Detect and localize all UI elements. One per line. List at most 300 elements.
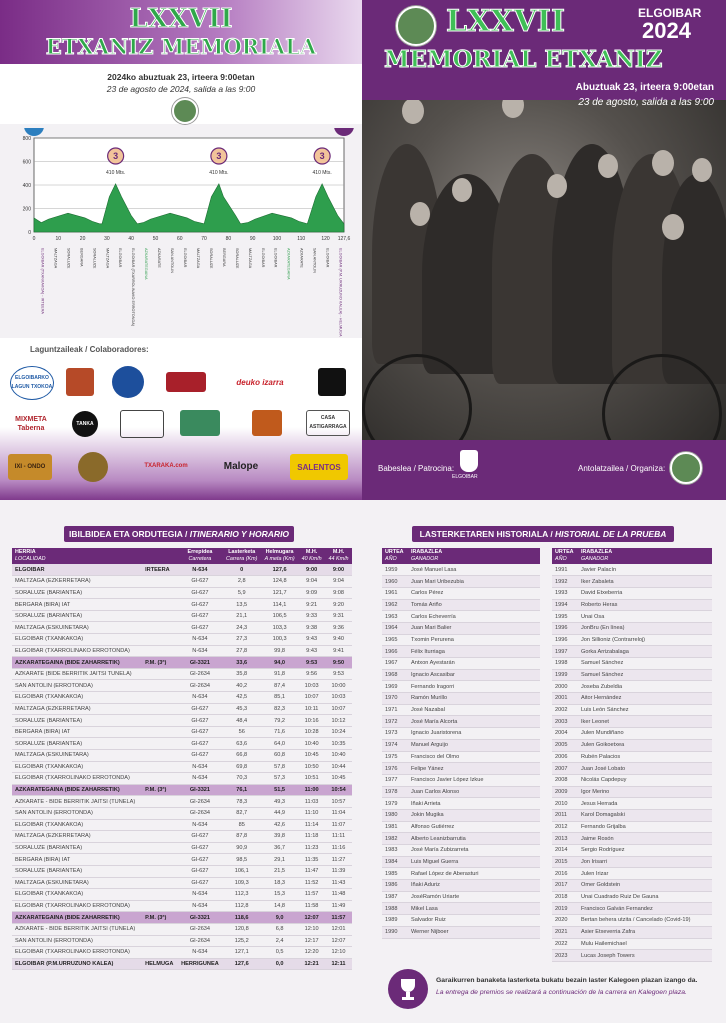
itinerary-cell: 57,8 <box>261 761 298 773</box>
history-year: 2017 <box>552 880 578 892</box>
history-winner: Tomás Ariño <box>408 599 540 611</box>
history-year: 2014 <box>552 845 578 857</box>
itinerary-cell <box>142 634 177 646</box>
climb-category-number: 3 <box>319 151 325 161</box>
itinerary-cell: 87,8 <box>222 831 261 843</box>
finish-flag-icon <box>334 128 354 136</box>
history-year: 1991 <box>552 564 578 576</box>
history-year: 2002 <box>552 704 578 716</box>
itinerary-cell: 42,5 <box>222 692 261 704</box>
itinerary-cell: SORALUZE (BARIANTEA) <box>12 865 142 877</box>
history-year: 1964 <box>382 622 408 634</box>
itinerary-cell: ELGOIBAR (P.M.URRUZUNO KALEA) <box>12 958 142 970</box>
history-winner: Manuel Arguijo <box>408 739 540 751</box>
itinerary-cell: 21,1 <box>222 610 261 622</box>
itinerary-cell: SAN ANTOLIN (ERROTONDA) <box>12 680 142 692</box>
history-row <box>382 634 540 646</box>
station-label: AZKARATE <box>157 248 162 268</box>
left-header <box>0 0 362 124</box>
itinerary-row <box>12 726 352 738</box>
itinerary-cell: GI-3321 <box>177 912 222 924</box>
itinerary-cell: 118,6 <box>222 912 261 924</box>
history-year: 1996 <box>552 622 578 634</box>
history-winner: Unai Osa <box>578 611 712 623</box>
history-row <box>382 856 540 868</box>
itinerary-cell: 10:12 <box>325 715 352 727</box>
itinerary-cell: GI-627 <box>177 831 222 843</box>
right-date-eu: Abuztuak 23, irteera 9:00etan <box>575 82 714 93</box>
itinerary-cell: AZKARATEGAINA (BIDE ZAHARRETIK) <box>12 912 142 924</box>
y-tick-label: 0 <box>28 230 31 236</box>
history-row <box>382 669 540 681</box>
itinerary-cell: 10:35 <box>325 738 352 750</box>
x-tick-label: 50 <box>152 236 159 242</box>
history-row <box>552 658 712 670</box>
itinerary-row <box>12 865 352 877</box>
history-winner: Fernando Iragorri <box>408 681 540 693</box>
itinerary-cell: 11:58 <box>298 900 325 912</box>
history-winner: Rubén Palacios <box>578 751 712 763</box>
itinerary-cell: 85 <box>222 819 261 831</box>
history-year: 2001 <box>552 693 578 705</box>
station-label: SORALUZE <box>66 248 71 269</box>
history-year: 1971 <box>382 704 408 716</box>
history-row <box>382 751 540 763</box>
itinerary-cell: 91,8 <box>261 668 298 680</box>
history-winner: Samuel Sánchez <box>578 669 712 681</box>
itinerary-row <box>12 622 352 634</box>
left-date-es: 23 de agosto de 2024, salida a las 9:00 <box>106 84 256 94</box>
itinerary-cell: 9:08 <box>325 587 352 599</box>
x-tick-label: 110 <box>297 236 306 242</box>
itinerary-cell <box>142 935 177 947</box>
itinerary-cell <box>142 599 177 611</box>
itinerary-row <box>12 703 352 715</box>
history-row <box>382 658 540 670</box>
y-tick-label: 600 <box>22 159 31 166</box>
itinerary-cell: 11:47 <box>298 865 325 877</box>
history-year: 2012 <box>552 821 578 833</box>
history-year: 2018 <box>552 891 578 903</box>
history-row <box>552 786 712 798</box>
itinerary-row <box>12 877 352 889</box>
itinerary-cell: 106,5 <box>261 610 298 622</box>
itinerary-cell: 98,5 <box>222 854 261 866</box>
history-winner: Roberto Heras <box>578 599 712 611</box>
itinerary-row <box>12 935 352 947</box>
itinerary-cell: ELGOIBAR (TXANKAKOA) <box>12 889 142 901</box>
sponsor-logo-15: TXARAKA.com <box>144 462 188 469</box>
itinerary-col-header: M.H. 40 Km/h <box>298 548 325 564</box>
itinerary-row <box>12 761 352 773</box>
itinerary-cell: 11:18 <box>298 831 325 843</box>
station-label: MALTZAGA <box>105 248 110 269</box>
itinerary-cell: 56 <box>222 726 261 738</box>
history-year: 1993 <box>552 587 578 599</box>
start-icon <box>24 128 44 136</box>
x-tick-label: 0 <box>32 236 36 242</box>
sponsor-logo-7: MIXMETA Taberna <box>15 416 47 432</box>
station-label: MALTZAGA <box>195 248 200 269</box>
itinerary-banner-eu: IBILBIDEA ETA ORDUTEGIA <box>68 529 183 539</box>
itinerary-cell: N-634 <box>177 947 222 959</box>
itinerary-cell: 94,0 <box>261 657 298 669</box>
sponsor-logo-13: IXI - ONDO <box>8 454 52 480</box>
itinerary-cell: 10:45 <box>325 773 352 785</box>
history-row <box>382 915 540 927</box>
history-row <box>552 938 712 950</box>
history-winner: Txomin Perurena <box>408 634 540 646</box>
history-winner: Juan Mari Uribezubia <box>408 576 540 588</box>
itinerary-cell: 10:00 <box>325 680 352 692</box>
itinerary-cell: BERGARA (BIRA) IAT <box>12 854 142 866</box>
history-table-right <box>552 548 712 962</box>
itinerary-cell <box>142 622 177 634</box>
itinerary-cell: SORALUZE (BARIANTEA) <box>12 842 142 854</box>
history-winner: Werner Nijboer <box>408 926 540 938</box>
itinerary-cell: 9:31 <box>325 610 352 622</box>
history-winner: Antxon Ayestarán <box>408 658 540 670</box>
itinerary-cell: 9:36 <box>325 622 352 634</box>
itinerary-col-header <box>142 548 177 564</box>
history-row <box>382 716 540 728</box>
history-year: 1997 <box>552 646 578 658</box>
history-year: 1995 <box>552 611 578 623</box>
left-title: ETXANIZ MEMORIALA <box>45 34 317 59</box>
history-year: 1959 <box>382 564 408 576</box>
itinerary-cell: 15,3 <box>261 889 298 901</box>
history-winner: Jokin Mugika <box>408 809 540 821</box>
history-row <box>552 739 712 751</box>
itinerary-cell: 9:43 <box>298 634 325 646</box>
history-winner: Jaime Rosón <box>578 833 712 845</box>
itinerary-cell: 10:51 <box>298 773 325 785</box>
history-banner: LASTERKETAREN HISTORIALA / HISTORIAL DE LA PRUEBA <box>412 526 674 542</box>
collaborators-title: Laguntzaileak / Colaboradores: <box>30 345 149 354</box>
history-row <box>382 845 540 857</box>
history-year: 1980 <box>382 809 408 821</box>
history-row <box>552 798 712 810</box>
itinerary-cell: SORALUZE (BARIANTEA) <box>12 738 142 750</box>
itinerary-cell: 9:50 <box>325 657 352 669</box>
itinerary-cell: 51,5 <box>261 784 298 796</box>
history-row <box>382 833 540 845</box>
itinerary-cell: AZKARATE - BIDE BERRITIK JAITSI (TUNELA) <box>12 923 142 935</box>
itinerary-cell: 12:10 <box>298 923 325 935</box>
itinerary-cell: 12:11 <box>325 958 352 970</box>
itinerary-cell: BERGARA (BIRA) IAT <box>12 726 142 738</box>
itinerary-col-header: Helmugara A meta (Km) <box>261 548 298 564</box>
organizer-label: Antolatzailea / Organiza: <box>578 464 666 473</box>
history-winner: Karol Domagalski <box>578 809 712 821</box>
history-winner: Jesus Herrada <box>578 798 712 810</box>
itinerary-row <box>12 634 352 646</box>
history-winner: Iker Leonet <box>578 716 712 728</box>
history-winner: Félix Iturriaga <box>408 646 540 658</box>
history-row <box>382 599 540 611</box>
elgoibar-crest-icon <box>460 450 478 472</box>
itinerary-cell: BERGARA (BIRA) IAT <box>12 599 142 611</box>
itinerary-col-header: Lasterketa Carrera (Km) <box>222 548 261 564</box>
itinerary-cell: SORALUZE (BARIANTEA) <box>12 610 142 622</box>
itinerary-cell: GI-2634 <box>177 668 222 680</box>
history-row <box>382 798 540 810</box>
itinerary-cell: 100,3 <box>261 634 298 646</box>
itinerary-cell: 13,5 <box>222 599 261 611</box>
itinerary-cell: ELGOIBAR (TXANKAKOA) <box>12 634 142 646</box>
history-year: 1970 <box>382 693 408 705</box>
history-row <box>382 809 540 821</box>
station-label: ELGOIBAR <box>183 248 188 268</box>
itinerary-cell: 82,7 <box>222 807 261 819</box>
itinerary-cell: GI-627 <box>177 877 222 889</box>
history-row <box>552 646 712 658</box>
itinerary-banner-es: ITINERARIO Y HORARIO <box>189 529 290 539</box>
itinerary-cell: GI-627 <box>177 599 222 611</box>
itinerary-cell: 125,2 <box>222 935 261 947</box>
history-banner-es: HISTORIAL DE LA PRUEBA <box>555 529 667 539</box>
history-year: 2019 <box>552 903 578 915</box>
history-year: 2005 <box>552 739 578 751</box>
station-label: ELGOIBAR (TXANKAKOA) - IRTEERA <box>40 248 45 314</box>
itinerary-cell: MALTZAGA (ESKUINETARA) <box>12 750 142 762</box>
history-col-header: IRABAZLEA GANADOR <box>578 548 712 564</box>
sponsor-label: Babeslea / Patrocina: <box>378 464 455 473</box>
itinerary-cell: 112,3 <box>222 889 261 901</box>
itinerary-cell: N-634 <box>177 761 222 773</box>
itinerary-cell: 11:57 <box>325 912 352 924</box>
itinerary-cell: 9:53 <box>325 668 352 680</box>
climb-category-number: 3 <box>216 151 222 161</box>
itinerary-cell: P.M. (3ª) <box>142 912 177 924</box>
history-row <box>552 856 712 868</box>
itinerary-cell: GI-2634 <box>177 935 222 947</box>
itinerary-row <box>12 889 352 901</box>
itinerary-cell: 66,8 <box>222 750 261 762</box>
history-row <box>552 809 712 821</box>
history-row <box>382 786 540 798</box>
itinerary-row <box>12 668 352 680</box>
itinerary-cell: 10:45 <box>298 750 325 762</box>
history-row <box>382 704 540 716</box>
climb-category-number: 3 <box>113 151 119 161</box>
itinerary-cell: MALTZAGA (ESKUINETARA) <box>12 622 142 634</box>
history-row <box>552 564 712 576</box>
history-year: 1962 <box>382 599 408 611</box>
history-year: 1985 <box>382 868 408 880</box>
itinerary-cell: GI-2634 <box>177 807 222 819</box>
sponsor-logo-17: SALENTOS <box>290 454 348 480</box>
itinerary-cell: 9:00 <box>325 564 352 576</box>
itinerary-cell: GI-627 <box>177 854 222 866</box>
history-row <box>552 821 712 833</box>
sponsor-logo-5: deuko izarra <box>236 377 284 387</box>
right-year: 2024 <box>642 18 691 43</box>
history-row <box>552 903 712 915</box>
history-winner: José Nazabal <box>408 704 540 716</box>
itinerary-cell: 10:40 <box>325 750 352 762</box>
sponsor-logo-12: CASA ASTIGARRAGA <box>306 410 350 436</box>
history-winner: Unai Cuadrado Ruiz De Gauna <box>578 891 712 903</box>
itinerary-cell: 11:43 <box>325 877 352 889</box>
history-winner: José Manuel Lasa <box>408 564 540 576</box>
history-row <box>552 833 712 845</box>
itinerary-cell: N-634 <box>177 900 222 912</box>
itinerary-cell: IRTEERA <box>142 564 177 576</box>
history-winner: Iñaki Aduriz <box>408 880 540 892</box>
itinerary-cell: GI-627 <box>177 865 222 877</box>
history-winner: JoséRamón Uriarte <box>408 891 540 903</box>
history-year: 1973 <box>382 728 408 740</box>
itinerary-cell: 45,3 <box>222 703 261 715</box>
history-row <box>552 880 712 892</box>
itinerary-row <box>12 900 352 912</box>
itinerary-cell <box>142 923 177 935</box>
history-row <box>382 564 540 576</box>
history-row <box>552 891 712 903</box>
itinerary-cell: N-634 <box>177 564 222 576</box>
itinerary-cell: 82,3 <box>261 703 298 715</box>
historic-photo <box>362 84 726 444</box>
itinerary-cell <box>142 750 177 762</box>
itinerary-cell: 9:09 <box>298 587 325 599</box>
history-year: 2009 <box>552 786 578 798</box>
itinerary-row <box>12 692 352 704</box>
history-winner: Sergio Rodríguez <box>578 845 712 857</box>
itinerary-cell: 10:07 <box>298 692 325 704</box>
itinerary-cell: 9:38 <box>298 622 325 634</box>
history-winner: Francisco del Olmo <box>408 751 540 763</box>
sponsor-logo-6 <box>318 368 346 396</box>
x-tick-label: 120 <box>321 236 330 242</box>
itinerary-cell: 27,8 <box>222 645 261 657</box>
itinerary-cell: 49,3 <box>261 796 298 808</box>
history-winner: Rafael López de Aberasturi <box>408 868 540 880</box>
history-winner: Joseba Zubeldia <box>578 681 712 693</box>
history-winner: Aitor Hernández <box>578 693 712 705</box>
right-title-band <box>362 0 726 100</box>
itinerary-row <box>12 947 352 959</box>
history-row <box>552 704 712 716</box>
itinerary-cell <box>142 726 177 738</box>
history-winner: JonBru (En línea) <box>578 622 712 634</box>
itinerary-cell: P.M. (3ª) <box>142 657 177 669</box>
history-col-header: URTEA AÑO <box>382 548 408 564</box>
itinerary-cell: GI-2634 <box>177 796 222 808</box>
itinerary-cell: 0,5 <box>261 947 298 959</box>
y-tick-label: 200 <box>22 206 31 213</box>
itinerary-cell: 9:43 <box>298 645 325 657</box>
history-year: 1967 <box>382 658 408 670</box>
itinerary-cell: 10:54 <box>325 784 352 796</box>
club-logo-icon <box>172 98 198 124</box>
history-year: 1992 <box>552 576 578 588</box>
station-label: AZKARATE <box>299 248 304 268</box>
history-year: 1961 <box>382 587 408 599</box>
itinerary-row <box>12 784 352 796</box>
itinerary-cell <box>142 796 177 808</box>
itinerary-cell: 27,3 <box>222 634 261 646</box>
history-year: 1976 <box>382 763 408 775</box>
itinerary-cell: 71,6 <box>261 726 298 738</box>
station-label: SAN ANTOLIN <box>312 248 317 274</box>
itinerary-cell: ELGOIBAR <box>12 564 142 576</box>
itinerary-row <box>12 610 352 622</box>
itinerary-cell: 11:10 <box>298 807 325 819</box>
history-row <box>382 611 540 623</box>
elevation-profile <box>22 128 356 338</box>
itinerary-cell: 9:04 <box>298 576 325 588</box>
station-label: SAN ANTOLIN <box>170 248 175 274</box>
history-row <box>552 693 712 705</box>
itinerary-cell: 12:21 <box>298 958 325 970</box>
history-winner: Ramón Murillo <box>408 693 540 705</box>
itinerary-cell: ELGOIBAR (TXARROLINAKO ERROTONDA) <box>12 773 142 785</box>
itinerary-cell <box>142 668 177 680</box>
itinerary-cell: 9:20 <box>325 599 352 611</box>
history-row <box>382 622 540 634</box>
itinerary-cell: 2,4 <box>261 935 298 947</box>
history-row <box>552 681 712 693</box>
history-year: 1969 <box>382 681 408 693</box>
itinerary-cell <box>142 680 177 692</box>
history-year: 2008 <box>552 774 578 786</box>
history-year: 1987 <box>382 891 408 903</box>
itinerary-cell: 11:16 <box>325 842 352 854</box>
itinerary-cell: MALTZAGA (EZKERRETARA) <box>12 703 142 715</box>
itinerary-cell: GI-627 <box>177 622 222 634</box>
awards-note-es: La entrega de premios se realizará a continuación de la carrera en Kalegoen plaza. <box>436 989 687 996</box>
itinerary-cell: ELGOIBAR (TXANKAKOA) <box>12 819 142 831</box>
history-year: 2004 <box>552 728 578 740</box>
left-date-eu: 2024ko abuztuak 23, irteera 9:00etan <box>107 72 255 82</box>
history-winner: David Etxeberria <box>578 587 712 599</box>
itinerary-cell: GI-627 <box>177 738 222 750</box>
itinerary-cell: MALTZAGA (EZKERRETARA) <box>12 831 142 843</box>
history-row <box>382 868 540 880</box>
x-tick-label: 100 <box>272 236 282 242</box>
itinerary-cell: 87,4 <box>261 680 298 692</box>
history-winner: Mikel Lasa <box>408 903 540 915</box>
itinerary-cell: 12:10 <box>325 947 352 959</box>
itinerary-cell <box>142 773 177 785</box>
itinerary-cell: 99,8 <box>261 645 298 657</box>
itinerary-cell <box>142 877 177 889</box>
history-row <box>552 622 712 634</box>
history-row <box>552 845 712 857</box>
history-year: 1983 <box>382 845 408 857</box>
history-row <box>552 926 712 938</box>
history-row <box>552 599 712 611</box>
history-year: 2021 <box>552 926 578 938</box>
history-year: 1978 <box>382 786 408 798</box>
station-label: SORALUZE <box>208 248 213 269</box>
itinerary-cell <box>142 610 177 622</box>
itinerary-cell: 12:20 <box>298 947 325 959</box>
history-row <box>382 693 540 705</box>
history-winner: José María Alcorta <box>408 716 540 728</box>
itinerary-cell: 121,7 <box>261 587 298 599</box>
itinerary-col-header: M.H. 44 Km/h <box>325 548 352 564</box>
history-winner: Iker Zabaleta <box>578 576 712 588</box>
history-row <box>382 587 540 599</box>
history-winner: Luis Miguel Guerra <box>408 856 540 868</box>
history-row <box>382 681 540 693</box>
climb-altitude-label: 410 Mts. <box>209 170 229 176</box>
history-winner: Samuel Sánchez <box>578 658 712 670</box>
history-row <box>552 868 712 880</box>
itinerary-cell <box>142 947 177 959</box>
